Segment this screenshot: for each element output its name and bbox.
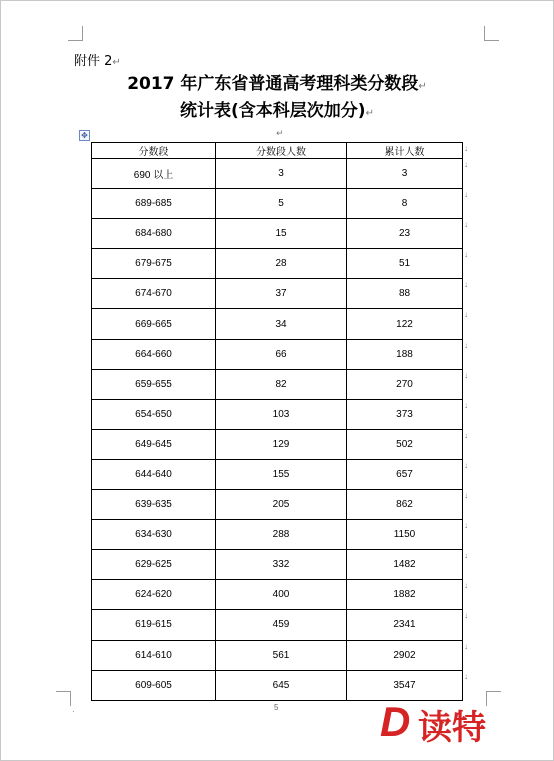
table-row — [92, 159, 463, 189]
row-end-mark: ↓ — [464, 431, 468, 440]
table-row — [92, 309, 463, 339]
cell-score-range: 649-645 — [92, 429, 216, 459]
table-row — [92, 459, 463, 489]
row-end-mark: ↓ — [464, 250, 468, 259]
row-end-mark: ↓ — [464, 672, 468, 681]
cell-range-count: 645 — [216, 670, 347, 700]
cell-score-range: 684-680 — [92, 219, 216, 249]
title-line-1 — [0, 69, 554, 94]
row-end-mark: ↓ — [464, 280, 468, 289]
margin-corner-bottom-left — [56, 691, 71, 706]
row-end-mark: ↓ — [464, 371, 468, 380]
row-end-mark: ↓ — [464, 401, 468, 410]
cell-score-range: 639-635 — [92, 490, 216, 520]
cell-range-count: 332 — [216, 550, 347, 580]
cell-cumulative-count: 502 — [347, 429, 463, 459]
row-end-mark: ↓ — [464, 190, 468, 199]
cell-score-range: 619-615 — [92, 610, 216, 640]
cell-range-count: 34 — [216, 309, 347, 339]
cell-score-range: 689-685 — [92, 189, 216, 219]
row-end-mark: ↓ — [464, 341, 468, 350]
table-row — [92, 610, 463, 640]
row-end-mark: ↓ — [464, 310, 468, 319]
paragraph-mark: ↵ — [112, 57, 121, 68]
cell-cumulative-count: 122 — [347, 309, 463, 339]
title-line-2 — [0, 96, 554, 121]
cell-score-range: 634-630 — [92, 520, 216, 550]
margin-corner-top-right — [484, 26, 499, 41]
row-end-mark: ↓ — [464, 220, 468, 229]
row-end-mark: ↓ — [464, 144, 468, 153]
cell-cumulative-count: 88 — [347, 279, 463, 309]
watermark-logo — [380, 696, 515, 746]
row-end-mark: ↓ — [464, 491, 468, 500]
cell-score-range: 644-640 — [92, 459, 216, 489]
row-end-mark: ↓ — [464, 611, 468, 620]
cell-score-range: 654-650 — [92, 399, 216, 429]
cell-range-count: 155 — [216, 459, 347, 489]
cell-range-count: 561 — [216, 640, 347, 670]
table-row — [92, 429, 463, 459]
watermark-text: 读特 — [418, 708, 486, 748]
header-cumulative-count: 累计人数 — [347, 143, 463, 159]
cell-range-count: 66 — [216, 339, 347, 369]
page-number: 5 — [274, 703, 279, 712]
cell-range-count: 400 — [216, 580, 347, 610]
table-row — [92, 279, 463, 309]
table-row — [92, 490, 463, 520]
cell-cumulative-count: 8 — [347, 189, 463, 219]
table-row — [92, 369, 463, 399]
cell-cumulative-count: 51 — [347, 249, 463, 279]
table-row — [92, 399, 463, 429]
table-row — [92, 339, 463, 369]
table-row — [92, 640, 463, 670]
cell-score-range: 690 以上 — [92, 159, 216, 189]
table-row — [92, 249, 463, 279]
cell-range-count: 459 — [216, 610, 347, 640]
cell-cumulative-count: 23 — [347, 219, 463, 249]
cell-score-range: 614-610 — [92, 640, 216, 670]
attachment-label — [74, 50, 121, 69]
row-end-mark: ↓ — [464, 461, 468, 470]
score-distribution-table — [91, 142, 463, 701]
header-range-count: 分数段人数 — [216, 143, 347, 159]
cell-range-count: 28 — [216, 249, 347, 279]
cell-cumulative-count: 1882 — [347, 580, 463, 610]
cell-cumulative-count: 2902 — [347, 640, 463, 670]
cell-cumulative-count: 657 — [347, 459, 463, 489]
cell-range-count: 288 — [216, 520, 347, 550]
watermark-letter: D — [380, 698, 409, 745]
cell-cumulative-count: 2341 — [347, 610, 463, 640]
paragraph-mark: ↵ — [418, 81, 427, 92]
cell-range-count: 5 — [216, 189, 347, 219]
header-score-range: 分数段 — [92, 143, 216, 159]
row-end-mark: ↓ — [464, 551, 468, 560]
cell-score-range: 674-670 — [92, 279, 216, 309]
title-text-1: 2017 年广东省普通高考理科类分数段 — [127, 74, 419, 94]
cell-range-count: 103 — [216, 399, 347, 429]
cell-cumulative-count: 270 — [347, 369, 463, 399]
cell-range-count: 37 — [216, 279, 347, 309]
row-end-mark: ↓ — [464, 642, 468, 651]
cell-score-range: 679-675 — [92, 249, 216, 279]
cell-cumulative-count: 1482 — [347, 550, 463, 580]
row-end-mark: ↓ — [464, 160, 468, 169]
table-header-row — [92, 143, 463, 159]
cell-score-range: 669-665 — [92, 309, 216, 339]
table-row — [92, 580, 463, 610]
move-anchor-icon[interactable]: ✥ — [79, 130, 90, 141]
paragraph-mark: ↵ — [365, 108, 374, 119]
cell-score-range: 609-605 — [92, 670, 216, 700]
cell-range-count: 3 — [216, 159, 347, 189]
row-end-mark: ↓ — [464, 581, 468, 590]
title-text-2: 统计表(含本科层次加分) — [180, 101, 366, 121]
table-row — [92, 189, 463, 219]
paragraph-mark: · — [72, 707, 75, 716]
cell-cumulative-count: 862 — [347, 490, 463, 520]
cell-score-range: 664-660 — [92, 339, 216, 369]
paragraph-mark: ↵ — [276, 128, 284, 138]
table-row — [92, 520, 463, 550]
attachment-text: 附件 2 — [74, 54, 113, 69]
row-end-mark: ↓ — [464, 521, 468, 530]
cell-range-count: 205 — [216, 490, 347, 520]
cell-score-range: 624-620 — [92, 580, 216, 610]
cell-range-count: 129 — [216, 429, 347, 459]
cell-cumulative-count: 373 — [347, 399, 463, 429]
cell-cumulative-count: 3547 — [347, 670, 463, 700]
cell-range-count: 15 — [216, 219, 347, 249]
cell-range-count: 82 — [216, 369, 347, 399]
cell-cumulative-count: 3 — [347, 159, 463, 189]
cell-score-range: 659-655 — [92, 369, 216, 399]
table-row — [92, 550, 463, 580]
cell-cumulative-count: 188 — [347, 339, 463, 369]
table-row — [92, 219, 463, 249]
cell-score-range: 629-625 — [92, 550, 216, 580]
margin-corner-top-left — [68, 26, 83, 41]
cell-cumulative-count: 1150 — [347, 520, 463, 550]
